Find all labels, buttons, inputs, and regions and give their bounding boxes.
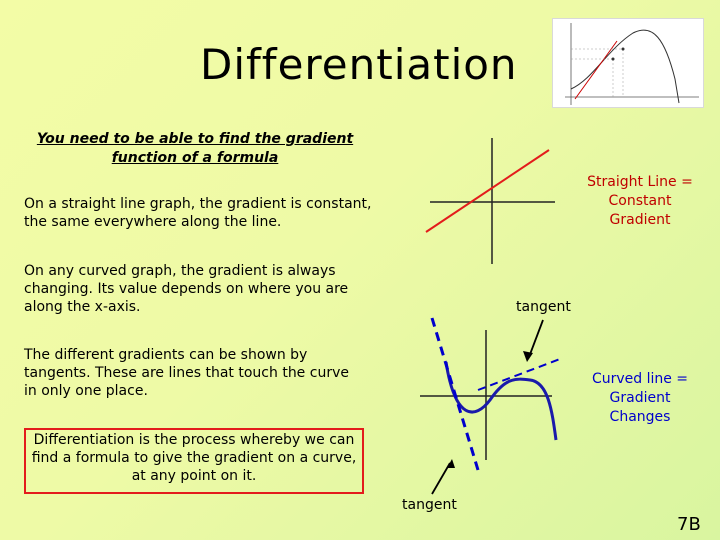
tangent-line-left: [432, 318, 478, 470]
tangents-paragraph: The different gradients can be shown by tangents. These are lines that touch the curve in only one place.: [24, 347, 349, 399]
tangent-line-top: [478, 359, 560, 390]
page-number: 7B: [677, 514, 701, 535]
straight-line: [426, 150, 549, 232]
definition-text: Differentiation is the process whereby we can find a formula to give the gradient on a curve, at any point on it.: [31, 432, 357, 484]
intro-heading: You need to be able to find the gradient function of a formula: [36, 131, 354, 166]
curved-line-label: Curved line = Gradient Changes: [591, 371, 689, 425]
tangent-label-top: tangent: [516, 299, 571, 315]
curved-graph-paragraph: On any curved graph, the gradient is always changing. Its value depends on where you are along the x-axis.: [24, 263, 349, 315]
cubic-curve: [446, 362, 556, 440]
tangent-arrow-top: [529, 320, 543, 357]
straight-line-paragraph: On a straight line graph, the gradient is constant, the same everywhere along the line.: [24, 196, 372, 230]
straight-line-label: Straight Line = Constant Gradient: [587, 174, 693, 228]
page-title: Differentiation: [200, 40, 518, 89]
tangent-arrowhead-bottom: [447, 459, 455, 468]
tangent-label-bottom: tangent: [402, 497, 457, 513]
